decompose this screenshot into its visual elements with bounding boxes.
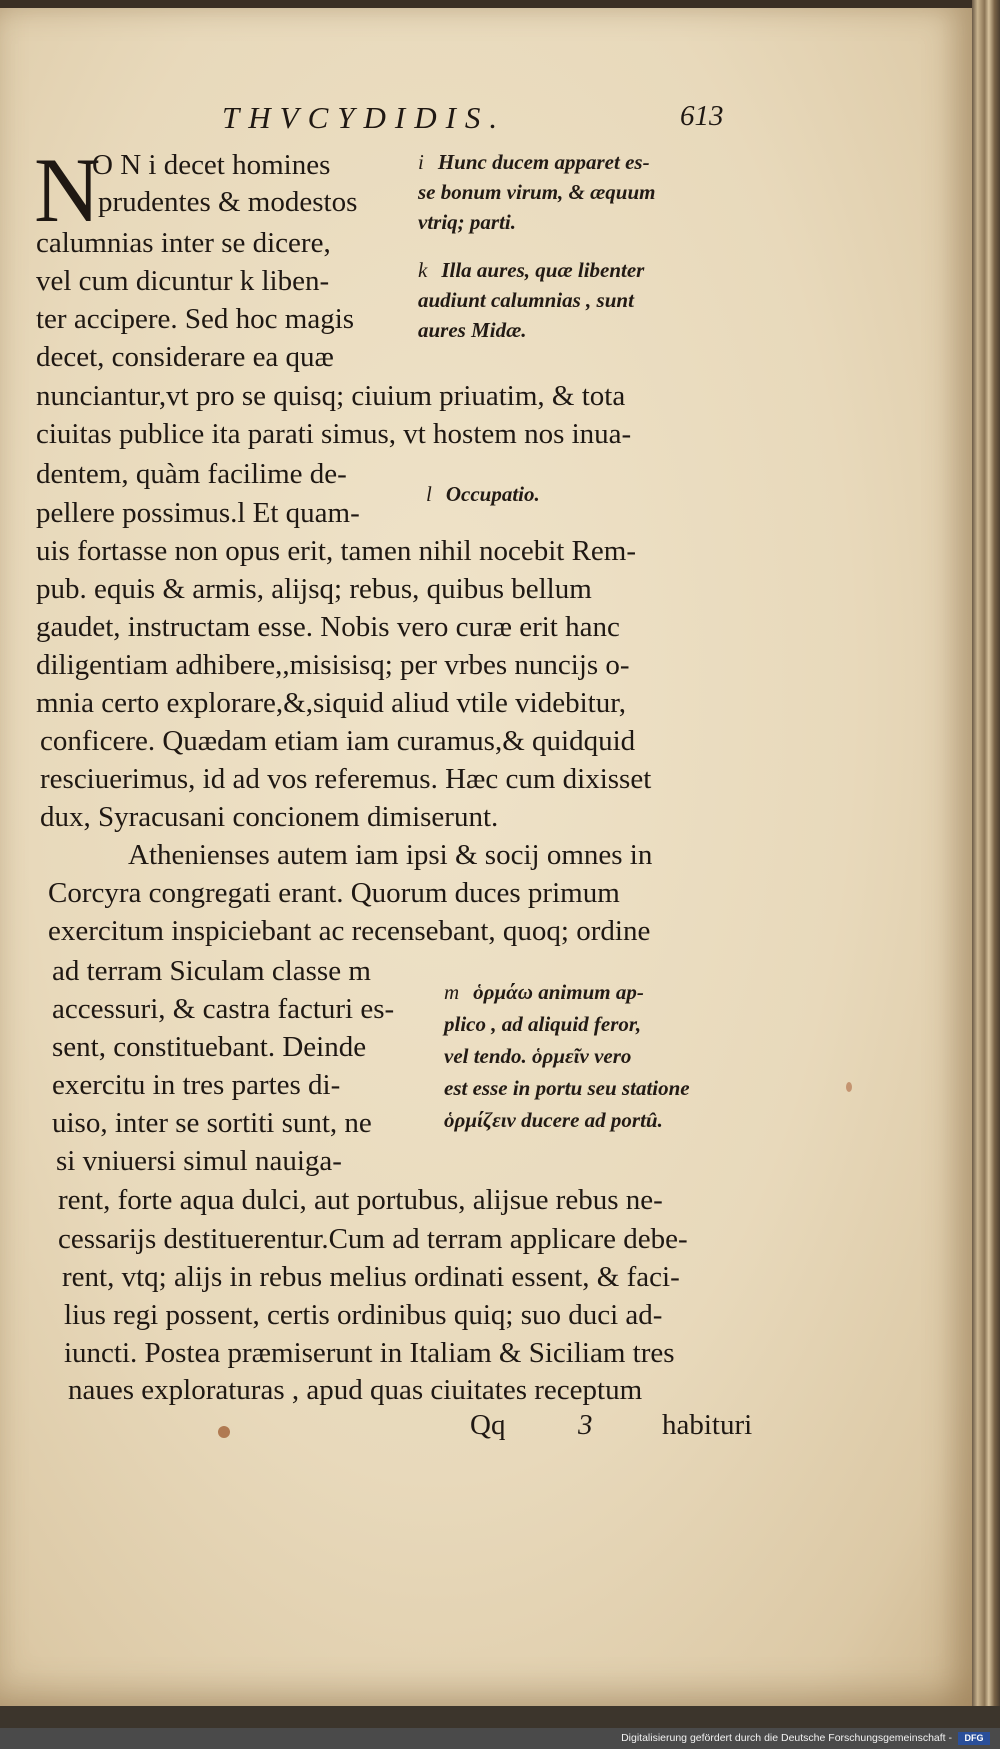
signature-number: 3: [578, 1409, 593, 1441]
text-line: lius regi possent, certis ordinibus quiq; suo duci ad-: [64, 1299, 663, 1331]
text-line: rent, forte aqua dulci, aut portubus, alijsue rebus ne-: [58, 1184, 663, 1216]
text-line: uiso, inter se sortiti sunt, ne: [52, 1107, 372, 1139]
text-line: exercitum inspiciebant ac recensebant, quoq; ordine: [48, 915, 651, 947]
note-line: m ὁρμάω animum ap-: [444, 980, 644, 1004]
text-line: decet, considerare ea quæ: [36, 341, 334, 373]
text-line: Corcyra congregati erant. Quorum duces primum: [48, 877, 620, 909]
scan-bottom-edge: [0, 1706, 1000, 1728]
note-line: ὁρμίζειν ducere ad portû.: [444, 1108, 663, 1132]
note-line: k Illa aures, quæ libenter: [418, 258, 645, 282]
text-line: exercitu in tres partes di-: [52, 1069, 341, 1101]
text-line: si vniuersi simul nauiga-: [56, 1145, 342, 1177]
note-line: se bonum virum, & æquum: [418, 180, 656, 204]
paper-stain: [218, 1426, 230, 1438]
note-marker: l: [426, 482, 432, 506]
dfg-logo: DFG: [958, 1732, 990, 1745]
text-line: mnia certo explorare,&,siquid aliud vtile videbitur,: [36, 687, 626, 719]
text-line: gaudet, instructam esse. Nobis vero curæ erit hanc: [36, 611, 620, 643]
text-line: pub. equis & armis, alijsq; rebus, quibus bellum: [36, 573, 592, 605]
text-line: iuncti. Postea præmiserunt in Italiam & Siciliam tres: [64, 1337, 675, 1369]
note-line: aures Midæ.: [418, 318, 527, 342]
text-line: prudentes & modestos: [98, 186, 358, 218]
text-line: accessuri, & castra facturi es-: [52, 993, 395, 1025]
note-line: audiunt calumnias , sunt: [418, 288, 634, 312]
note-line: plico , ad aliquid feror,: [444, 1012, 642, 1036]
note-marker: k: [418, 258, 428, 282]
text-line: ter accipere. Sed hoc magis: [36, 303, 355, 335]
book-page: [0, 8, 972, 1706]
text-line: cessarijs destituerentur.Cum ad terram applicare debe-: [58, 1223, 688, 1255]
note-line: est esse in portu seu statione: [444, 1076, 690, 1100]
text-line: naues exploraturas , apud quas ciuitates receptum: [68, 1374, 643, 1406]
text-line: conficere. Quædam etiam iam curamus,& quidquid: [40, 725, 636, 757]
text-line: nunciantur,vt pro se quisq; ciuium priuatim, & tota: [36, 380, 626, 412]
text-line: uis fortasse non opus erit, tamen nihil nocebit Rem-: [36, 535, 637, 567]
text-line: rent, vtq; alijs in rebus melius ordinati essent, & faci-: [62, 1261, 680, 1293]
drop-cap: N: [34, 139, 101, 241]
digitization-credit: Digitalisierung gefördert durch die Deutsche Forschungsgemeinschaft -: [621, 1732, 952, 1744]
paper-stain: [846, 1082, 852, 1092]
catchword: habituri: [662, 1409, 753, 1441]
text-line: ciuitas publice ita parati simus, vt hostem nos inua-: [36, 418, 632, 450]
text-line: dentem, quàm facilime de-: [36, 458, 347, 490]
note-line: i Hunc ducem apparet es-: [418, 150, 650, 174]
note-marker: i: [418, 150, 424, 174]
text-line: vel cum dicuntur k liben-: [36, 265, 330, 297]
text-line: diligentiam adhibere,,misisisq; per vrbes nuncijs o-: [36, 649, 630, 681]
note-marker: m: [444, 980, 460, 1004]
book-spine-edge: [972, 0, 1000, 1749]
text-line: resciuerimus, id ad vos referemus. Hæc cum dixisset: [40, 763, 652, 795]
text-line: O N i decet homines: [92, 149, 331, 181]
catchline: [0, 1406, 972, 1446]
note-line: vel tendo. ὁρμεῖν vero: [444, 1044, 632, 1068]
page-number: 613: [680, 100, 724, 132]
note-line: vtriq; parti.: [418, 210, 516, 234]
text-line: Athenienses autem iam ipsi & socij omnes in: [128, 839, 653, 871]
running-head: THVCYDIDIS.: [222, 100, 507, 135]
text-line: sent, constituebant. Deinde: [52, 1031, 367, 1063]
text-line: pellere possimus.l Et quam-: [36, 497, 360, 529]
note-line: l Occupatio.: [426, 482, 540, 506]
text-line: calumnias inter se dicere,: [36, 227, 331, 259]
text-line: ad terram Siculam classe m: [52, 955, 371, 987]
signature-mark: Qq: [470, 1409, 506, 1441]
text-line: dux, Syracusani concionem dimiserunt.: [40, 801, 499, 833]
